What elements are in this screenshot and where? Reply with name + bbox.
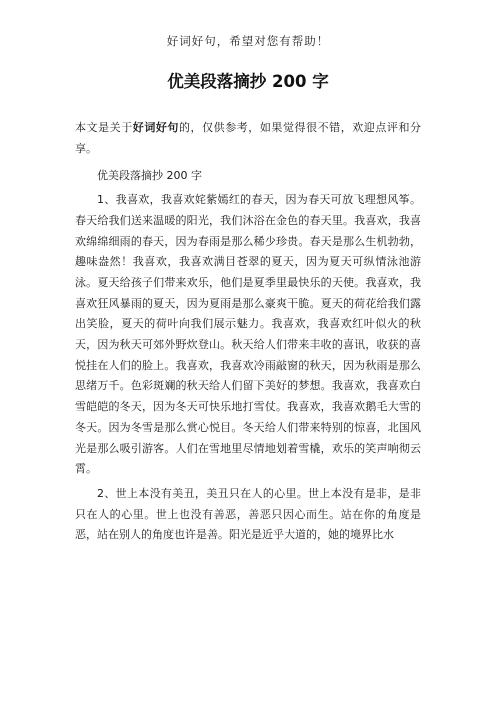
paragraph-2: 2、世上本没有美丑，美丑只在人的心里。世上本没有是非，是非只在人的心里。世上也没有善恶，善恶只因心而生。站在你的角度是恶，站在别人的角度也许是善。阳光是近乎大道的，她的境界比水 bbox=[75, 486, 421, 542]
intro-suffix: 的，仅供参考，如果觉得很不错，欢迎点评和分享。 bbox=[75, 121, 422, 155]
document-title: 优美段落摘抄 200 字 bbox=[167, 72, 329, 91]
paragraph-1: 1、我喜欢，我喜欢姹紫嫣红的春天，因为春天可放飞理想风筝。春天给我们送来温暖的阳光，我们沐浴在金色的春天里。我喜欢，我喜欢绵绵细雨的春天，因为春雨是那么稀少珍贵。春天是那么生机勃勃，趣味盎然！我喜欢，我喜欢满目苍翠的夏天，因为夏天可纵情泳池游泳。夏天给孩子们带来欢乐，他们是夏季里最快乐的天使。我喜欢，我喜欢狂风暴雨的夏天，因为夏雨是那么豪爽干脆。夏天的荷花给我们露出笑脸，夏天的荷叶向我们展示魅力。我喜欢，我喜欢红叶似火的秋天，因为秋天可郊外野炊登山。秋天给人们带来丰收的喜讯，收获的喜悦挂在人们的脸上。我喜欢，我喜欢冷雨敲窗的秋天，因为秋雨是那么思绪万千。色彩斑斓的秋天给人们留下美好的梦想。我喜欢，我喜欢白雪皑皑的冬天，因为冬天可快乐地打雪仗。我喜欢，我喜欢鹅毛大雪的冬天。因为冬雪是那么赏心悦目。冬天给人们带来特别的惊喜，北国风光是那么吸引游客。人们在雪地里尽情地划着雪橇，欢乐的笑声响彻云霄。 bbox=[75, 193, 421, 476]
intro-prefix: 本文是关于 bbox=[75, 121, 133, 134]
intro-keyword: 好词好句 bbox=[132, 121, 179, 134]
section-subtitle: 优美段落摘抄 200 字 bbox=[97, 169, 202, 183]
page-header-slogan: 好词好句，希望对您有帮助！ bbox=[166, 34, 330, 48]
intro-paragraph bbox=[75, 118, 421, 159]
document-body bbox=[75, 118, 421, 546]
